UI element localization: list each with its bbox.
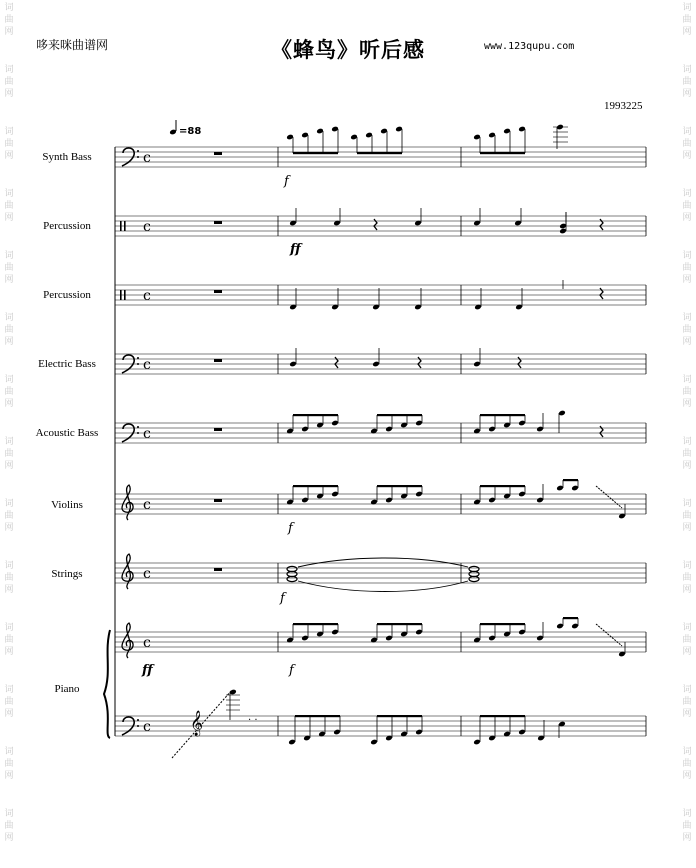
time-signature-common: c — [143, 288, 151, 304]
bass-clef-dot — [137, 357, 139, 359]
quarter-rest — [600, 219, 603, 230]
dynamic-f: f — [280, 591, 285, 606]
watermark-glyph: 词 曲 网 — [4, 499, 14, 533]
instrument-label-electric-bass: Electric Bass — [38, 358, 96, 370]
instrument-label-percussion-1: Percussion — [43, 220, 91, 232]
watermark-glyph: 词 曲 网 — [682, 375, 692, 409]
quarter-rest — [600, 426, 603, 437]
watermark-glyph: 词 曲 网 — [682, 499, 692, 533]
watermark-glyph: 词 曲 网 — [4, 189, 14, 223]
watermark-glyph: 词 曲 网 — [4, 127, 14, 161]
beam — [293, 485, 338, 487]
bass-clef-dot — [137, 156, 139, 158]
piano-brace — [104, 630, 110, 738]
time-signature-common: c — [143, 635, 151, 651]
watermark-glyph: 词 曲 网 — [682, 747, 692, 781]
beam — [377, 715, 422, 717]
quarter-rest — [335, 357, 338, 368]
watermark-glyph: 词 曲 网 — [4, 375, 14, 409]
watermark-glyph: 词 曲 网 — [682, 189, 692, 223]
beam — [357, 152, 402, 154]
watermark-glyph: 词 曲 网 — [682, 809, 692, 843]
percussion-clef-bar — [120, 290, 122, 300]
quarter-rest — [418, 357, 421, 368]
time-signature-common: c — [143, 497, 151, 513]
quarter-rest — [600, 288, 603, 299]
whole-rest — [214, 290, 222, 293]
beam — [293, 414, 338, 416]
beam — [480, 152, 525, 154]
watermark-glyph: 词 曲 网 — [4, 685, 14, 719]
dynamic-ff: ff — [142, 663, 153, 678]
beam — [295, 715, 340, 717]
time-signature-common: c — [143, 719, 151, 735]
time-signature-common: c — [143, 219, 151, 235]
treble-clef — [122, 485, 133, 520]
bass-clef-dot — [137, 725, 139, 727]
percussion-clef-bar — [124, 290, 126, 300]
watermark-glyph: 词 曲 网 — [682, 561, 692, 595]
glissando — [596, 624, 622, 646]
watermark-glyph: 词 曲 网 — [682, 3, 692, 37]
treble-clef — [122, 554, 133, 589]
beam — [563, 479, 578, 481]
watermark-glyph: 词 曲 网 — [4, 65, 14, 99]
beam — [563, 617, 578, 619]
watermark-glyph: 词 曲 网 — [4, 437, 14, 471]
quarter-rest — [374, 219, 377, 230]
dynamic-f: f — [289, 663, 294, 678]
beam — [480, 414, 525, 416]
watermark-glyph: 词 曲 网 — [4, 251, 14, 285]
instrument-label-strings: Strings — [51, 568, 83, 580]
beam — [377, 414, 422, 416]
tempo-text: =88 — [179, 126, 202, 137]
instrument-label-acoustic-bass: Acoustic Bass — [35, 427, 99, 439]
bass-clef-dot — [137, 150, 139, 152]
watermark-glyph: 词 曲 网 — [4, 561, 14, 595]
watermark-glyph: 词 曲 网 — [682, 685, 692, 719]
tie — [298, 581, 468, 592]
watermark-glyph: 词 曲 网 — [682, 251, 692, 285]
time-signature-common: c — [143, 150, 151, 166]
beam — [480, 485, 525, 487]
watermark-glyph: 词 曲 网 — [682, 623, 692, 657]
watermark-glyph: 词 曲 网 — [682, 313, 692, 347]
watermark-glyph: 词 曲 网 — [4, 747, 14, 781]
dynamic-ff: ff — [290, 242, 301, 257]
quarter-rest — [518, 357, 521, 368]
bass-clef-dot — [137, 719, 139, 721]
site-url: www.123qupu.com — [484, 41, 575, 52]
beam — [377, 623, 422, 625]
dynamic-f: f — [288, 521, 293, 536]
whole-rest — [214, 568, 222, 571]
whole-rest — [214, 152, 222, 155]
whole-rest — [214, 359, 222, 362]
beam — [293, 623, 338, 625]
bass-clef-dot — [137, 426, 139, 428]
watermark-glyph: 词 曲 网 — [4, 623, 14, 657]
watermark-glyph: 词 曲 网 — [682, 65, 692, 99]
whole-rest — [214, 499, 222, 502]
watermark-glyph: 词 曲 网 — [682, 437, 692, 471]
instrument-label-piano: Piano — [54, 683, 80, 695]
site-name: 哆来咪曲谱网 — [36, 38, 109, 52]
bass-clef-dot — [137, 363, 139, 365]
time-signature-common: c — [143, 566, 151, 582]
time-signature-common: c — [143, 426, 151, 442]
beam — [480, 623, 525, 625]
tie — [298, 558, 468, 567]
glissando — [596, 486, 622, 508]
instrument-label-violins: Violins — [51, 499, 83, 511]
watermark-glyph: 词 曲 网 — [4, 809, 14, 843]
dynamic-f: f — [284, 174, 289, 189]
whole-rest — [214, 428, 222, 431]
percussion-clef-bar — [120, 221, 122, 231]
percussion-clef-bar — [124, 221, 126, 231]
whole-rest — [214, 221, 222, 224]
tempo-marking — [169, 120, 201, 137]
instrument-label-synth-bass: Synth Bass — [42, 151, 92, 163]
beam — [377, 485, 422, 487]
score-title: 《蜂鸟》听后感 — [271, 37, 425, 62]
watermark-glyph: 词 曲 网 — [4, 313, 14, 347]
staccato-dots: . . — [248, 712, 258, 723]
watermark-glyph: 词 曲 网 — [4, 3, 14, 37]
watermark-glyph: 词 曲 网 — [682, 127, 692, 161]
beam — [480, 715, 525, 717]
time-signature-common: c — [143, 357, 151, 373]
composer-credit: 1993225 — [604, 100, 643, 112]
treble-clef — [122, 623, 133, 658]
beam — [293, 152, 338, 154]
instrument-label-percussion-2: Percussion — [43, 289, 91, 301]
bass-clef-dot — [137, 432, 139, 434]
treble-clef-change: 𝄞 — [190, 711, 204, 736]
